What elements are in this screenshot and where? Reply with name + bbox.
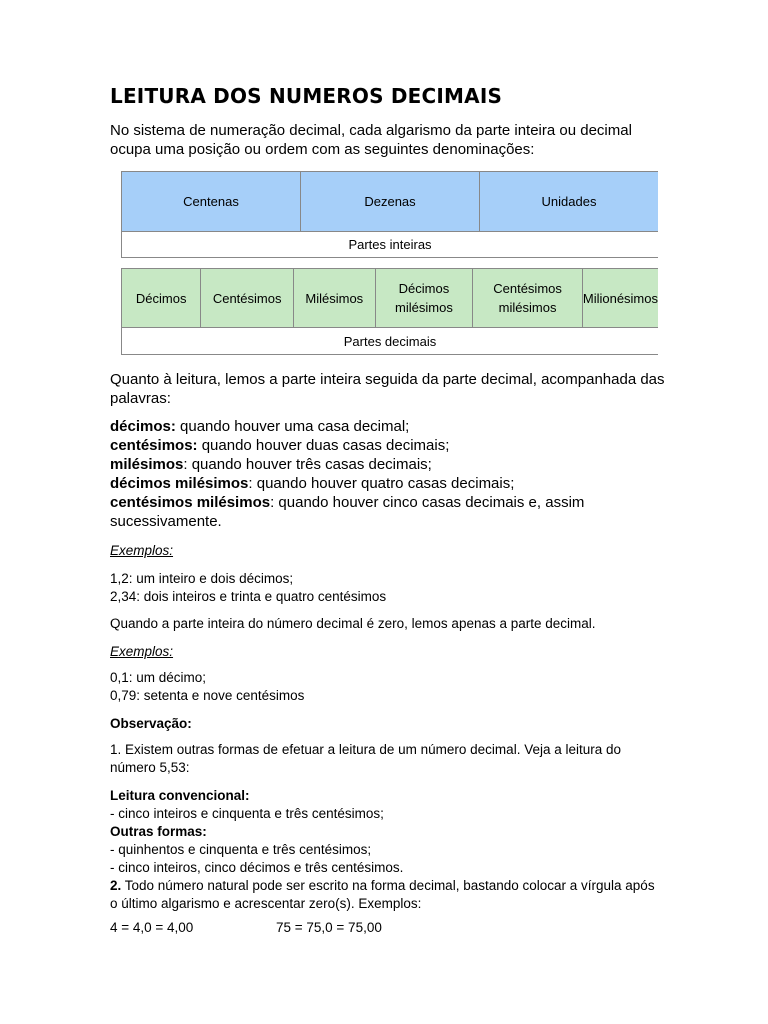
- rule-item: [110, 417, 670, 436]
- header-decimos-milesimos: Décimos milésimos: [375, 269, 473, 328]
- zero-note: Quando a parte inteira do número decimal é zero, lemos apenas a parte decimal.: [110, 616, 596, 631]
- rules-list: [110, 417, 670, 531]
- rule-term: milésimos: [110, 456, 184, 473]
- outra-forma-item: - quinhentos e cinquenta e três centésimos;: [110, 842, 372, 857]
- equation-2: 75 = 75,0 = 75,00: [276, 920, 382, 935]
- footer-partes-decimais: Partes decimais: [122, 328, 659, 355]
- header-decimos: Décimos: [122, 269, 201, 328]
- header-centesimos: Centésimos: [201, 269, 294, 328]
- exemplos-label-2: Exemplos:: [110, 644, 174, 659]
- example-item: 2,34: dois inteiros e trinta e quatro centésimos: [110, 589, 387, 604]
- leitura-convencional: - cinco inteiros e cinquenta e três centésimos;: [110, 806, 384, 821]
- header-dezenas: Dezenas: [301, 172, 480, 232]
- header-milesimos: Milésimos: [293, 269, 375, 328]
- leitura-block: [110, 787, 670, 913]
- table-partes-inteiras: [121, 171, 658, 258]
- rule-term: décimos milésimos: [110, 475, 249, 492]
- observacao-2-number: 2.: [110, 878, 122, 893]
- examples-list-1: [110, 570, 670, 606]
- outras-formas-label: Outras formas:: [110, 824, 207, 839]
- rule-item: [110, 436, 670, 455]
- header-unidades: Unidades: [480, 172, 659, 232]
- equation-1: 4 = 4,0 = 4,00: [110, 920, 194, 935]
- intro-paragraph: No sistema de numeração decimal, cada algarismo da parte inteira ou decimal ocupa uma posição ou ordem com as seguintes denominações:: [110, 122, 632, 158]
- rule-term: centésimos:: [110, 437, 198, 454]
- observacao-label: Observação:: [110, 716, 192, 731]
- examples-list-2: [110, 669, 670, 705]
- rule-text: : quando houver quatro casas decimais;: [248, 475, 515, 492]
- example-item: 0,79: setenta e nove centésimos: [110, 688, 305, 703]
- rule-text: quando houver uma casa decimal;: [175, 418, 410, 435]
- rule-text: quando houver duas casas decimais;: [197, 437, 450, 454]
- rule-term: centésimos milésimos: [110, 494, 271, 511]
- rule-text: : quando houver três casas decimais;: [183, 456, 432, 473]
- observacao-2-text: Todo número natural pode ser escrito na forma decimal, bastando colocar a vírgula após o último algarismo e acrescentar zero(s). Exemplos:: [110, 878, 655, 911]
- footer-partes-inteiras: Partes inteiras: [122, 232, 659, 258]
- observacao-1: 1. Existem outras formas de efetuar a leitura de um número decimal. Veja a leitura do número 5,53:: [110, 742, 622, 775]
- exemplos-label-1: Exemplos:: [110, 543, 174, 558]
- header-centenas: Centenas: [122, 172, 301, 232]
- header-milionesimos: Milionésimos: [582, 269, 658, 328]
- example-item: 0,1: um décimo;: [110, 670, 207, 685]
- leitura-intro: Quanto à leitura, lemos a parte inteira seguida da parte decimal, acompanhada das palavras:: [110, 371, 665, 407]
- leitura-convencional-label: Leitura convencional:: [110, 788, 250, 803]
- rule-text: : quando houver cinco casas decimais e, assim sucessivamente.: [110, 494, 585, 530]
- page-title: LEITURA DOS NUMEROS DECIMAIS: [110, 84, 503, 108]
- example-item: 1,2: um inteiro e dois décimos;: [110, 571, 294, 586]
- outra-forma-item: - cinco inteiros, cinco décimos e três centésimos.: [110, 860, 404, 875]
- rule-item: [110, 455, 670, 474]
- rule-term: décimos:: [110, 418, 176, 435]
- table-partes-decimais: [121, 268, 658, 355]
- header-centesimos-milesimos: Centésimos milésimos: [473, 269, 583, 328]
- rule-item: [110, 474, 670, 493]
- observacao-2: [110, 877, 655, 913]
- rule-item: [110, 493, 610, 531]
